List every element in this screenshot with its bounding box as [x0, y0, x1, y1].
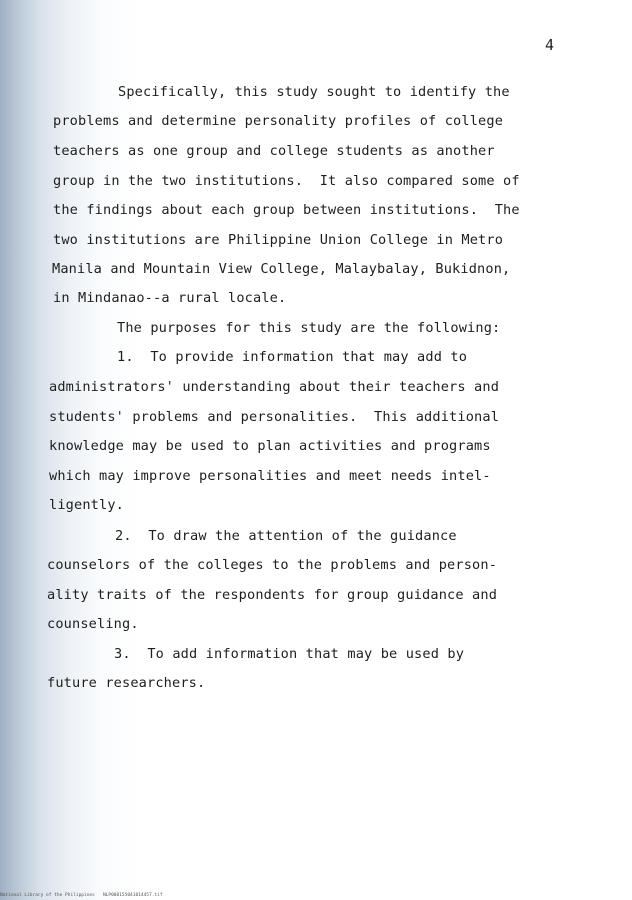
- text-line-15: ligently.: [49, 497, 125, 513]
- text-line-14: which may improve personalities and meet needs intel-: [49, 468, 491, 484]
- scan-footer: National Library of the Philippines NLP000155041014457.tif: [0, 893, 163, 898]
- text-line-11: administrators' understanding about their teachers and: [49, 379, 500, 395]
- text-line-12: students' problems and personalities. This additional: [49, 409, 500, 425]
- text-line-18: ality traits of the respondents for group guidance and: [47, 587, 498, 603]
- text-line-6: two institutions are Philippine Union College in Metro: [53, 232, 504, 248]
- text-line-7: Manila and Mountain View College, Malaybalay, Bukidnon,: [52, 261, 511, 277]
- text-line-9: The purposes for this study are the following:: [117, 320, 501, 336]
- text-line-1: Specifically, this study sought to identify the: [118, 84, 510, 100]
- text-line-2: problems and determine personality profiles of college: [53, 113, 504, 129]
- page-number: 4: [545, 36, 555, 54]
- text-line-3: teachers as one group and college students as another: [53, 143, 495, 159]
- text-line-21: future researchers.: [47, 675, 206, 691]
- text-line-16: 2. To draw the attention of the guidance: [115, 528, 457, 544]
- text-line-8: in Mindanao--a rural locale.: [53, 290, 287, 306]
- text-line-5: the findings about each group between institutions. The: [53, 202, 520, 218]
- text-line-4: group in the two institutions. It also compared some of: [53, 173, 520, 189]
- text-line-10: 1. To provide information that may add to: [117, 349, 468, 365]
- text-line-13: knowledge may be used to plan activities and programs: [49, 438, 491, 454]
- text-line-20: 3. To add information that may be used by: [114, 646, 465, 662]
- text-line-17: counselors of the colleges to the problems and person-: [47, 557, 498, 573]
- text-line-19: counseling.: [47, 616, 139, 632]
